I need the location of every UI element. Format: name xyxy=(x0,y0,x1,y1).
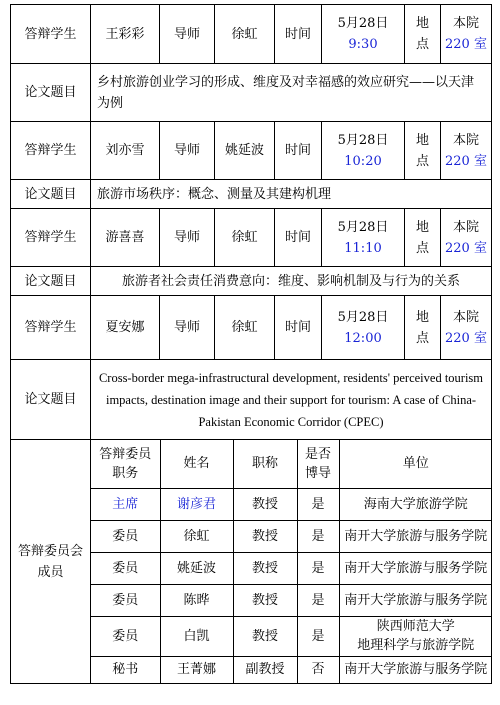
name-header: 姓名 xyxy=(160,440,233,488)
defense-datetime xyxy=(322,122,405,180)
defense-date: 5月28日 xyxy=(337,16,389,31)
member-unit: 南开大学旅游与服务学院 xyxy=(339,520,492,552)
thesis-title: 乡村旅游创业学习的形成、维度及对幸福感的效应研究——以天津为例 xyxy=(91,64,492,122)
thesis-title: 旅游市场秩序：概念、测量及其建构机理 xyxy=(91,180,492,209)
defense-time: 12:00 xyxy=(344,330,382,346)
title-row-2 xyxy=(11,180,492,209)
committee-member-row xyxy=(91,616,492,656)
place-label-2: 点 xyxy=(415,240,429,256)
defense-row-4 xyxy=(11,296,492,360)
member-supervisor: 是 xyxy=(297,584,339,616)
committee-label xyxy=(11,440,91,684)
member-rank: 教授 xyxy=(233,520,297,552)
member-rank: 教授 xyxy=(233,616,297,656)
place-label-2: 点 xyxy=(415,153,429,169)
member-unit: 南开大学旅游与服务学院 xyxy=(339,584,492,616)
defense-room xyxy=(441,296,492,360)
member-supervisor: 是 xyxy=(297,520,339,552)
committee-panel xyxy=(91,440,492,684)
room-building: 本院 xyxy=(452,219,479,235)
place-label-1: 地 xyxy=(415,16,429,31)
committee-member-row xyxy=(91,552,492,584)
time-label: 时间 xyxy=(275,122,322,180)
member-name: 王菁娜 xyxy=(160,656,233,683)
student-label: 答辩学生 xyxy=(11,122,91,180)
member-name: 姚延波 xyxy=(160,552,233,584)
member-unit-1: 陕西师范大学 xyxy=(376,619,455,634)
place-label-1: 地 xyxy=(415,132,429,148)
role-header-2: 职务 xyxy=(112,465,139,481)
committee-label-2: 成员 xyxy=(37,564,64,580)
room-building: 本院 xyxy=(452,309,479,325)
member-unit: 南开大学旅游与服务学院 xyxy=(339,656,492,683)
defense-room xyxy=(441,209,492,267)
committee-member-row xyxy=(91,584,492,616)
defense-room xyxy=(441,5,492,64)
defense-date: 5月28日 xyxy=(337,132,389,148)
place-label-1: 地 xyxy=(415,219,429,235)
title-row-4 xyxy=(11,360,492,440)
member-unit: 南开大学旅游与服务学院 xyxy=(339,552,492,584)
committee-table xyxy=(91,440,492,683)
advisor-name: 姚延波 xyxy=(215,122,275,180)
member-role: 委员 xyxy=(91,520,160,552)
student-label: 答辩学生 xyxy=(11,209,91,267)
defense-datetime xyxy=(322,209,405,267)
member-name: 谢彦君 xyxy=(160,488,233,520)
title-label: 论文题目 xyxy=(11,180,91,209)
member-unit-2: 地理科学与旅游学院 xyxy=(357,638,475,653)
advisor-label: 导师 xyxy=(160,209,215,267)
title-label: 论文题目 xyxy=(11,64,91,122)
room-number: 220 室 xyxy=(445,37,487,52)
time-label: 时间 xyxy=(275,296,322,360)
place-label-1: 地 xyxy=(415,309,429,325)
title-row-1 xyxy=(11,64,492,122)
time-label: 时间 xyxy=(275,5,322,64)
defense-datetime xyxy=(322,5,405,64)
place-label xyxy=(405,5,441,64)
member-rank: 教授 xyxy=(233,488,297,520)
member-unit xyxy=(339,616,492,656)
student-label: 答辩学生 xyxy=(11,5,91,64)
member-rank: 教授 xyxy=(233,584,297,616)
student-name: 王彩彩 xyxy=(91,5,160,64)
defense-time: 11:10 xyxy=(344,240,382,256)
role-header-1: 答辩委员 xyxy=(99,446,152,462)
defense-schedule xyxy=(10,4,491,684)
committee-member-row xyxy=(91,488,492,520)
member-unit: 海南大学旅游学院 xyxy=(339,488,492,520)
member-supervisor: 是 xyxy=(297,616,339,656)
member-rank: 副教授 xyxy=(233,656,297,683)
committee-member-row xyxy=(91,656,492,683)
room-number: 220 室 xyxy=(445,330,487,346)
member-supervisor: 否 xyxy=(297,656,339,683)
student-label: 答辩学生 xyxy=(11,296,91,360)
member-role: 主席 xyxy=(91,488,160,520)
member-supervisor: 是 xyxy=(297,552,339,584)
member-role: 委员 xyxy=(91,552,160,584)
room-number: 220 室 xyxy=(445,153,487,169)
student-name: 游喜喜 xyxy=(91,209,160,267)
member-rank: 教授 xyxy=(233,552,297,584)
member-role: 委员 xyxy=(91,584,160,616)
place-label xyxy=(405,209,441,267)
time-label: 时间 xyxy=(275,209,322,267)
member-name: 徐虹 xyxy=(160,520,233,552)
advisor-label: 导师 xyxy=(160,122,215,180)
defense-row-2 xyxy=(11,122,492,180)
place-label-2: 点 xyxy=(415,330,429,346)
thesis-title: 旅游者社会责任消费意向：维度、影响机制及与行为的关系 xyxy=(91,267,492,296)
defense-time: 10:20 xyxy=(344,153,382,169)
member-role: 委员 xyxy=(91,616,160,656)
defense-row-1 xyxy=(11,5,492,64)
defense-time: 9:30 xyxy=(348,37,378,52)
defense-date: 5月28日 xyxy=(337,219,389,235)
supervisor-header xyxy=(297,440,339,488)
advisor-name: 徐虹 xyxy=(215,296,275,360)
committee-label-1: 答辩委员会 xyxy=(17,543,83,559)
advisor-name: 徐虹 xyxy=(215,5,275,64)
schedule-table xyxy=(10,4,492,684)
committee-header xyxy=(91,440,492,488)
student-name: 刘亦雪 xyxy=(91,122,160,180)
member-role: 秘书 xyxy=(91,656,160,683)
thesis-title: Cross-border mega-infrastructural development, residents' perceived tourism impacts, destination image and their support for tourism: A case of China-Pakistan Economic Corridor (CPEC) xyxy=(91,360,492,440)
role-header xyxy=(91,440,160,488)
rank-header: 职称 xyxy=(233,440,297,488)
advisor-label: 导师 xyxy=(160,5,215,64)
defense-datetime xyxy=(322,296,405,360)
member-name: 白凯 xyxy=(160,616,233,656)
committee-member-row xyxy=(91,520,492,552)
room-number: 220 室 xyxy=(445,240,487,256)
supervisor-header-2: 博导 xyxy=(304,465,331,481)
room-building: 本院 xyxy=(452,132,479,148)
student-name: 夏安娜 xyxy=(91,296,160,360)
room-building: 本院 xyxy=(452,16,479,31)
place-label xyxy=(405,122,441,180)
defense-room xyxy=(441,122,492,180)
member-name: 陈晔 xyxy=(160,584,233,616)
title-label: 论文题目 xyxy=(11,360,91,440)
defense-row-3 xyxy=(11,209,492,267)
advisor-name: 徐虹 xyxy=(215,209,275,267)
advisor-label: 导师 xyxy=(160,296,215,360)
title-label: 论文题目 xyxy=(11,267,91,296)
defense-date: 5月28日 xyxy=(337,309,389,325)
place-label xyxy=(405,296,441,360)
place-label-2: 点 xyxy=(415,37,429,52)
member-supervisor: 是 xyxy=(297,488,339,520)
unit-header: 单位 xyxy=(339,440,492,488)
title-row-3 xyxy=(11,267,492,296)
supervisor-header-1: 是否 xyxy=(304,446,331,462)
committee-row xyxy=(11,440,492,684)
